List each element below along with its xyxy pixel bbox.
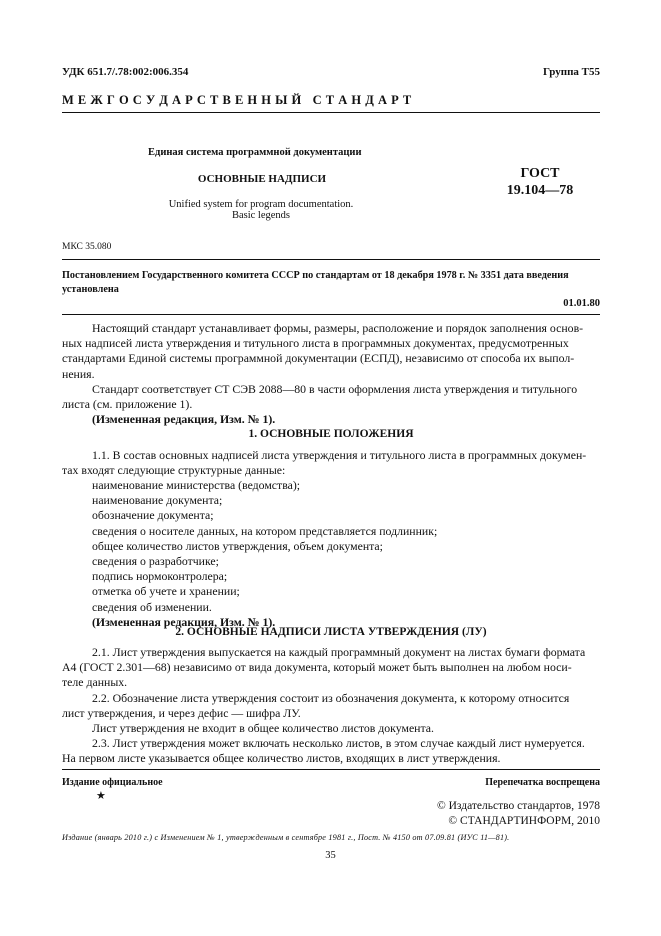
section1-paragraph bbox=[62, 448, 602, 478]
list-item: сведения о разработчике; bbox=[92, 554, 219, 569]
english-title-line2: Basic legends bbox=[231, 210, 291, 221]
list-item: сведения об изменении. bbox=[92, 599, 212, 614]
document-title: ОСНОВНЫЕ НАДПИСИ bbox=[197, 173, 327, 185]
page-number: 35 bbox=[325, 850, 336, 861]
list-item: сведения о носителе данных, на котором представляется подлинник; bbox=[92, 523, 438, 538]
intro-p2-line2: листа (см. приложение 1). bbox=[62, 397, 193, 412]
standard-banner: М Е Ж Г О С У Д А Р С Т В Е Н Н Ы Й С Т А Н Д А Р Т bbox=[62, 93, 412, 107]
p21-line1: 2.1. Лист утверждения выпускается на каждый программный документ на листах бумаги формата bbox=[92, 645, 586, 659]
udk-code: УДК 651.7/.78:002:006.354 bbox=[62, 66, 189, 78]
official-edition: Издание официальное bbox=[62, 777, 163, 788]
p23-line2: На первом листе указывается общее количество листов, входящих в лист утверждения. bbox=[62, 751, 501, 766]
decree-line1: Постановлением Государственного комитета СССР по стандартам от 18 декабря 1978 г. № 3351 дата введения bbox=[62, 270, 569, 281]
star-icon: ★ bbox=[96, 790, 106, 802]
decree-line2: установлена bbox=[62, 284, 119, 295]
reprint-notice: Перепечатка воспрещена bbox=[485, 777, 600, 788]
section1-heading: 1. ОСНОВНЫЕ ПОЛОЖЕНИЯ bbox=[248, 428, 414, 440]
section2-body bbox=[62, 645, 602, 767]
decree-rule bbox=[62, 314, 600, 315]
intro-p1-line3: стандартами Единой системы программной документации (ЕСПД), независимо от способа их выпол- bbox=[62, 351, 575, 366]
p22-line1: 2.2. Обозначение листа утверждения состоит из обозначения документа, к которому относится bbox=[92, 690, 570, 705]
mks-code: МКС 35.080 bbox=[62, 242, 112, 252]
mks-rule bbox=[62, 259, 600, 260]
footer-rule bbox=[62, 769, 600, 770]
section1-p-line1: 1.1. В состав основных надписей листа утверждения и титульного листа в программных докумен- bbox=[92, 448, 587, 462]
structural-data-list bbox=[92, 478, 592, 630]
header-rule bbox=[62, 112, 600, 113]
section2-heading: 2. ОСНОВНЫЕ НАДПИСИ ЛИСТА УТВЕРЖДЕНИЯ (ЛУ) bbox=[175, 626, 487, 638]
intro-p1-line2: ных надписей листа утверждения и титульного листа в программных документах, предусмотренных bbox=[62, 336, 569, 351]
list-item: общее количество листов утверждения, объем документа; bbox=[92, 538, 383, 553]
p21-line3: теле данных. bbox=[62, 675, 128, 690]
intro-p2-line1: Стандарт соответствует СТ СЭВ 2088—80 в части оформления листа утверждения и титульного bbox=[92, 381, 578, 396]
intro-revision: (Измененная редакция, Изм. № 1). bbox=[92, 412, 276, 427]
p22-extra: Лист утверждения не входит в общее количество листов документа. bbox=[92, 721, 434, 736]
list-item: подпись нормоконтролера; bbox=[92, 569, 228, 584]
list-item: отметка об учете и хранении; bbox=[92, 584, 240, 599]
section1-revision: (Измененная редакция, Изм. № 1). bbox=[92, 614, 276, 629]
gost-number: 19.104—78 bbox=[506, 183, 574, 198]
section1-p-line2: тах входят следующие структурные данные: bbox=[62, 463, 286, 478]
intro-paragraph bbox=[62, 321, 602, 427]
copyright-1978: © Издательство стандартов, 1978 bbox=[436, 800, 600, 812]
list-item: наименование документа; bbox=[92, 493, 223, 508]
english-title-line1: Unified system for program documentation. bbox=[168, 199, 354, 210]
edition-note: Издание (январь 2010 г.) с Изменением № 1, утвержденным в сентябре 1981 г., Пост. № 4150 от 07.09.81 (ИУС 11—81). bbox=[62, 833, 510, 842]
intro-p1-line4: нения. bbox=[62, 366, 95, 381]
system-name: Единая система программной документации bbox=[148, 147, 362, 158]
p22-line2: лист утверждения, и через дефис — шифра ЛУ. bbox=[62, 705, 301, 720]
p21-line2: А4 (ГОСТ 2.301—68) независимо от вида документа, который может быть выполнен на любом носи- bbox=[62, 660, 572, 675]
gost-label: ГОСТ bbox=[520, 166, 560, 181]
copyright-2010: © СТАНДАРТИНФОРМ, 2010 bbox=[448, 815, 600, 827]
p23-line1: 2.3. Лист утверждения может включать несколько листов, в этом случае каждый лист нумеруется. bbox=[92, 736, 585, 751]
intro-p1-line1: Настоящий стандарт устанавливает формы, размеры, расположение и порядок заполнения основ- bbox=[92, 321, 584, 335]
group-code: Группа Т55 bbox=[542, 66, 600, 78]
list-item: обозначение документа; bbox=[92, 508, 214, 523]
effective-date: 01.01.80 bbox=[563, 298, 600, 309]
list-item: наименование министерства (ведомства); bbox=[92, 478, 301, 492]
